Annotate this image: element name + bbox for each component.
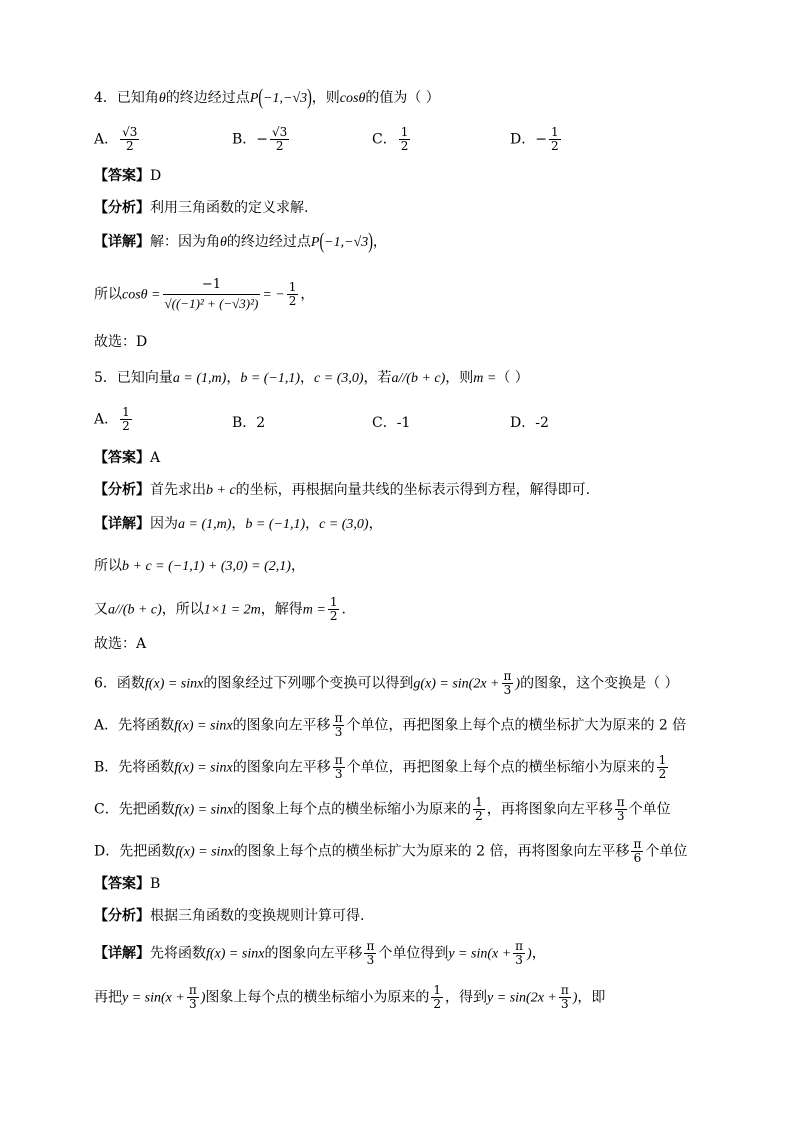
denominator: 3 (503, 683, 512, 697)
detail-text: ，所以 (161, 601, 204, 618)
q4-stem-text: 的终边经过点 (165, 90, 250, 106)
option-text: 个单位 (628, 801, 671, 818)
theta-symbol: θ (220, 235, 227, 250)
math-expr: = − (262, 287, 285, 303)
answer-paren: （ ） (496, 370, 529, 386)
analysis-text: 的坐标，再根据向量共线的坐标表示得到方程，解得即可. (235, 482, 591, 498)
denominator: 2 (125, 139, 134, 153)
cos-theta: cosθ (339, 91, 366, 106)
option-label: B． (232, 415, 257, 431)
detail-text: 的图象向左平移 (264, 945, 363, 962)
point-label: P (310, 235, 320, 250)
q5-option-b (232, 412, 265, 432)
m-variable: m = (473, 371, 497, 386)
fraction (328, 596, 340, 623)
option-label: D． (510, 415, 536, 431)
denominator: 6 (633, 851, 642, 865)
fraction (399, 126, 411, 153)
option-label: C． (372, 415, 397, 431)
q4-conclusion (94, 332, 147, 352)
analysis-tag: 【分析】 (94, 482, 150, 498)
q4-option-c (372, 126, 412, 153)
option-text: 个单位，再把图象上每个点的横坐标缩小为原来的 (346, 759, 655, 776)
denominator: 2 (400, 139, 409, 153)
q6-stem-text: 的图象，这个变换是（ ） (520, 675, 679, 692)
option-label: D． (510, 131, 536, 148)
fraction (513, 940, 525, 967)
separator: ， (368, 516, 383, 532)
vector-a: a = (1,m) (172, 371, 227, 386)
q6-option-c (94, 796, 671, 823)
option-text: A．先将函数 (94, 717, 175, 734)
paren-open: ( (258, 86, 264, 111)
q5-conclusion (94, 634, 146, 654)
q5-detail-2 (94, 556, 305, 577)
fraction (287, 281, 299, 308)
numerator: π (633, 837, 642, 851)
analysis-text: 利用三角函数的定义求解. (150, 200, 309, 216)
math-expr: y = sin(x + (122, 990, 185, 1006)
function-f: f(x) = sinx (174, 718, 233, 734)
answer-tag: 【答案】 (94, 450, 150, 466)
conclusion-text: 故选：A (94, 636, 147, 652)
q5-detail-1 (94, 514, 383, 535)
option-value: -1 (396, 415, 411, 431)
function-f: f(x) = sinx (206, 946, 265, 962)
function-g: g(x) = sin(2x + (413, 676, 500, 692)
detail-tag: 【详解】 (94, 234, 150, 250)
fraction (549, 126, 561, 153)
detail-text: ， (531, 945, 546, 962)
detail-text: 所以 (94, 286, 122, 303)
detail-text: 再把 (94, 989, 122, 1006)
fraction (657, 754, 669, 781)
denominator: 2 (475, 809, 483, 823)
analysis-text: 首先求出 (150, 482, 206, 498)
q5-option-d (510, 412, 549, 432)
function-f: f(x) = sinx (175, 844, 234, 860)
option-text: ，再将图象向左平移 (486, 801, 613, 818)
q5-analysis (94, 480, 590, 501)
answer-value: A (150, 450, 161, 466)
q6-detail-2 (94, 984, 605, 1011)
detail-text: 解：因为角 (150, 234, 220, 250)
point-label: P (249, 91, 259, 106)
fraction (333, 712, 345, 739)
paren-close: ) (572, 990, 578, 1006)
q5-option-a (94, 406, 134, 433)
math-expr: b + c (206, 483, 236, 498)
answer-value: D (150, 168, 162, 184)
fraction (270, 126, 289, 153)
fraction (473, 796, 485, 823)
numerator: 1 (658, 753, 667, 767)
function-f: f(x) = sinx (144, 676, 204, 692)
vector-c: c = (3,0) (314, 371, 364, 386)
paren-close: ) (368, 230, 373, 255)
q4-option-b (232, 126, 291, 153)
fraction (120, 126, 139, 153)
paren-close: ) (307, 86, 312, 111)
detail-text: 图象上每个点的横坐标缩小为原来的 (205, 989, 430, 1006)
q6-stem-text: 6．函数 (94, 675, 145, 692)
detail-text: ，即 (577, 989, 606, 1006)
analysis-text: 根据三角函数的变换规则计算可得. (150, 908, 365, 924)
numerator: π (334, 711, 343, 725)
numerator: 1 (550, 125, 559, 139)
option-text: C．先把函数 (94, 801, 175, 818)
fraction (631, 838, 643, 865)
option-text: 的图象上每个点的横坐标扩大为原来的 2 倍，再将图象向左平移 (233, 843, 630, 860)
option-text: 的图象向左平移 (232, 717, 331, 734)
detail-text: ， (290, 558, 305, 574)
detail-text: ，得到 (445, 989, 488, 1006)
fraction (163, 276, 261, 313)
numerator: 1 (329, 595, 338, 609)
separator: ， (226, 370, 241, 386)
conclusion-text: 故选：D (94, 334, 148, 350)
numerator: √3 (122, 125, 138, 139)
math-expr: b + c = (−1,1) + (3,0) = (2,1) (122, 559, 291, 574)
denominator: 3 (366, 953, 375, 967)
parallel-condition: a//(b + c) (108, 602, 162, 618)
paren-close: ) (527, 946, 532, 962)
denominator: 3 (188, 997, 197, 1011)
detail-text: . (341, 601, 346, 618)
numerator: π (515, 939, 524, 953)
paren-close: ) (515, 676, 521, 692)
denominator: 3 (515, 953, 523, 967)
option-label: B． (232, 131, 257, 148)
vector-b: b = (−1,1) (245, 517, 306, 532)
function-f: f(x) = sinx (174, 760, 233, 776)
option-label: A． (94, 411, 119, 428)
denominator: 2 (550, 139, 559, 153)
denominator: 2 (288, 294, 297, 308)
fraction (559, 984, 571, 1011)
option-text: 的图象向左平移 (232, 759, 331, 776)
q5-option-c (372, 412, 410, 432)
detail-text: 个单位得到 (378, 945, 449, 962)
numerator: −1 (163, 276, 261, 295)
numerator: √3 (272, 125, 288, 139)
vector-c: c = (3,0) (319, 517, 369, 532)
q6-detail-1 (94, 940, 546, 967)
q6-option-b (94, 754, 670, 781)
fraction (120, 406, 132, 433)
math-expr: y = sin(x + (448, 946, 512, 962)
theta-symbol: θ (158, 91, 166, 106)
detail-text: ， (300, 286, 315, 303)
q6-answer (94, 874, 160, 894)
fraction (431, 984, 443, 1011)
detail-text: 又 (94, 601, 108, 618)
numerator: π (560, 983, 569, 997)
q4-stem-text: 的值为（ ） (365, 90, 440, 106)
separator: ， (231, 516, 246, 532)
denominator: √((−1)² + (−√3)²) (164, 296, 259, 311)
denominator: 3 (560, 997, 569, 1011)
q4-detail-2 (94, 276, 314, 313)
detail-text: ，解得 (260, 601, 303, 618)
numerator: π (503, 669, 512, 683)
math-expr: cosθ = (122, 287, 161, 303)
option-label: A． (94, 131, 119, 148)
fraction (333, 754, 345, 781)
q6-stem (94, 670, 679, 697)
math-expr: 1×1 = 2m (203, 602, 261, 618)
answer-tag: 【答案】 (94, 168, 150, 184)
option-label: C． (372, 131, 397, 148)
q4-stem-text: ，则 (311, 90, 340, 106)
numerator: π (188, 983, 197, 997)
q6-option-a (94, 712, 686, 739)
q5-stem-text: 5．已知向量 (94, 370, 173, 386)
option-text: B．先将函数 (94, 759, 175, 776)
denominator: 3 (334, 767, 343, 781)
q5-detail-3 (94, 596, 346, 623)
analysis-tag: 【分析】 (94, 908, 150, 924)
detail-tag: 【详解】 (94, 516, 150, 532)
q4-stem (94, 88, 440, 109)
detail-text: 因为 (150, 516, 178, 532)
q4-stem-text: 4．已知角 (94, 90, 159, 106)
paren-close: ) (200, 990, 206, 1006)
denominator: 2 (329, 609, 338, 623)
math-expr: y = sin(2x + (487, 990, 557, 1006)
detail-text: 先将函数 (150, 945, 206, 962)
answer-value: B (150, 876, 161, 892)
numerator: 1 (400, 125, 409, 139)
vector-a: a = (1,m) (178, 517, 232, 532)
numerator: π (616, 795, 625, 809)
analysis-tag: 【分析】 (94, 200, 150, 216)
math-expr: m = (302, 602, 326, 618)
detail-text: 所以 (94, 558, 122, 574)
numerator: 1 (122, 405, 130, 419)
sign: − (256, 131, 269, 148)
separator: ， (300, 370, 315, 386)
numerator: 1 (433, 983, 442, 997)
q4-option-a (94, 126, 141, 153)
q4-answer (94, 166, 161, 186)
numerator: 1 (288, 280, 297, 294)
fraction (364, 940, 376, 967)
fraction (615, 796, 627, 823)
point-coords: −1,−√3 (324, 235, 369, 250)
separator: ， (305, 516, 320, 532)
denominator: 2 (275, 139, 284, 153)
function-f: f(x) = sinx (174, 802, 234, 818)
q6-analysis (94, 906, 364, 926)
option-value: 2 (256, 415, 266, 431)
q4-option-d (510, 126, 563, 153)
q4-detail-1 (94, 232, 387, 253)
q5-answer (94, 448, 160, 468)
denominator: 2 (658, 767, 667, 781)
numerator: 1 (475, 795, 483, 809)
parallel-condition: a//(b + c) (391, 371, 446, 386)
q6-option-d (94, 838, 687, 865)
option-text: 个单位 (645, 843, 688, 860)
vector-b: b = (−1,1) (240, 371, 301, 386)
q5-stem-text: ，若 (363, 370, 392, 386)
detail-text: 的终边经过点 (226, 234, 311, 250)
denominator: 3 (334, 725, 343, 739)
answer-tag: 【答案】 (94, 876, 150, 892)
q4-analysis (94, 198, 308, 218)
fraction (187, 984, 199, 1011)
numerator: π (334, 753, 343, 767)
denominator: 2 (433, 997, 442, 1011)
numerator: π (366, 939, 375, 953)
detail-text: ， (372, 234, 387, 250)
q6-stem-text: 的图象经过下列哪个变换可以得到 (203, 675, 414, 692)
option-text: 个单位，再把图象上每个点的横坐标扩大为原来的 2 倍 (346, 717, 687, 734)
q5-stem-text: ，则 (445, 370, 474, 386)
detail-tag: 【详解】 (94, 945, 150, 962)
denominator: 3 (616, 809, 625, 823)
option-value: -2 (535, 415, 549, 431)
fraction (502, 670, 514, 697)
q5-stem (94, 368, 529, 389)
point-coords: −1,−√3 (263, 91, 308, 106)
sign: − (535, 131, 547, 148)
option-text: D．先把函数 (94, 843, 176, 860)
option-text: 的图象上每个点的横坐标缩小为原来的 (233, 801, 472, 818)
paren-open: ( (319, 230, 325, 255)
denominator: 2 (122, 419, 130, 433)
